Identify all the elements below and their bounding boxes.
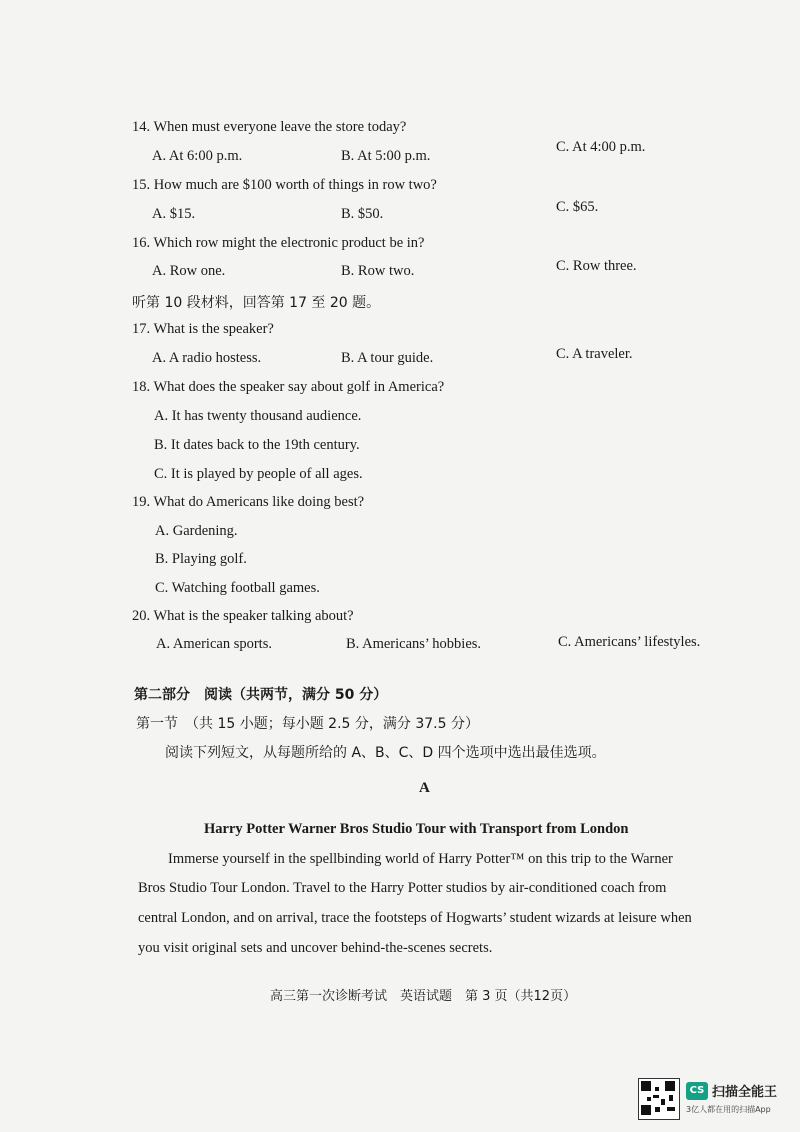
question-19-option-c: C. Watching football games. [155,580,320,596]
passage-line-2: Bros Studio Tour London. Travel to the Harry Potter studios by air-conditioned coach from [138,880,667,896]
passage-line-4: you visit original sets and uncover behind-the-scenes secrets. [138,940,493,956]
section-1-heading: 第一节 （共 15 小题；每小题 2.5 分，满分 37.5 分） [136,716,479,732]
question-14-option-b: B. At 5:00 p.m. [341,148,431,164]
page-footer: 高三第一次诊断考试 英语试题 第 3 页（共12页） [270,989,577,1004]
scanner-watermark [638,1078,788,1122]
part-2-heading: 第二部分 阅读（共两节，满分 50 分） [134,687,388,703]
question-18-stem: 18. What does the speaker say about golf in America? [132,379,445,395]
passage-line-1: Immerse yourself in the spellbinding world of Harry Potter™ on this trip to the Warner [168,851,673,867]
passage-title: Harry Potter Warner Bros Studio Tour with Transport from London [204,821,629,837]
question-16-stem: 16. Which row might the electronic product be in? [132,235,425,251]
question-20-option-b: B. Americans’ hobbies. [346,636,482,652]
question-16-option-a: A. Row one. [152,263,226,279]
qr-code-icon [638,1078,680,1120]
question-19-stem: 19. What do Americans like doing best? [132,494,365,510]
camscanner-name: 扫描全能王 [712,1085,778,1100]
material-10-instruction: 听第 10 段材料，回答第 17 至 20 题。 [132,295,381,311]
question-16-option-c: C. Row three. [556,258,637,274]
question-17-option-a: A. A radio hostess. [152,350,262,366]
question-19-option-b: B. Playing golf. [155,551,247,567]
question-15-option-b: B. $50. [341,206,384,222]
camscanner-logo-icon: CS [686,1082,708,1100]
question-17-option-c: C. A traveler. [556,346,633,362]
question-17-option-b: B. A tour guide. [341,350,434,366]
question-15-option-a: A. $15. [152,206,196,222]
question-16-option-b: B. Row two. [341,263,415,279]
question-18-option-a: A. It has twenty thousand audience. [154,408,362,424]
question-14-stem: 14. When must everyone leave the store today? [132,119,407,135]
question-14-option-a: A. At 6:00 p.m. [152,148,243,164]
question-18-option-c: C. It is played by people of all ages. [154,466,363,482]
question-20-stem: 20. What is the speaker talking about? [132,608,354,624]
question-14-option-c: C. At 4:00 p.m. [556,139,646,155]
question-17-stem: 17. What is the speaker? [132,321,274,337]
question-15-option-c: C. $65. [556,199,599,215]
question-20-option-a: A. American sports. [156,636,272,652]
camscanner-tagline: 3亿人都在用的扫描App [686,1105,771,1114]
question-19-option-a: A. Gardening. [155,523,238,539]
passage-letter: A [419,780,430,796]
reading-instruction: 阅读下列短文，从每题所给的 A、B、C、D 四个选项中选出最佳选项。 [165,745,606,761]
question-15-stem: 15. How much are $100 worth of things in row two? [132,177,437,193]
passage-line-3: central London, and on arrival, trace the footsteps of Hogwarts’ student wizards at leisure when [138,910,692,926]
question-18-option-b: B. It dates back to the 19th century. [154,437,360,453]
question-20-option-c: C. Americans’ lifestyles. [558,634,701,650]
